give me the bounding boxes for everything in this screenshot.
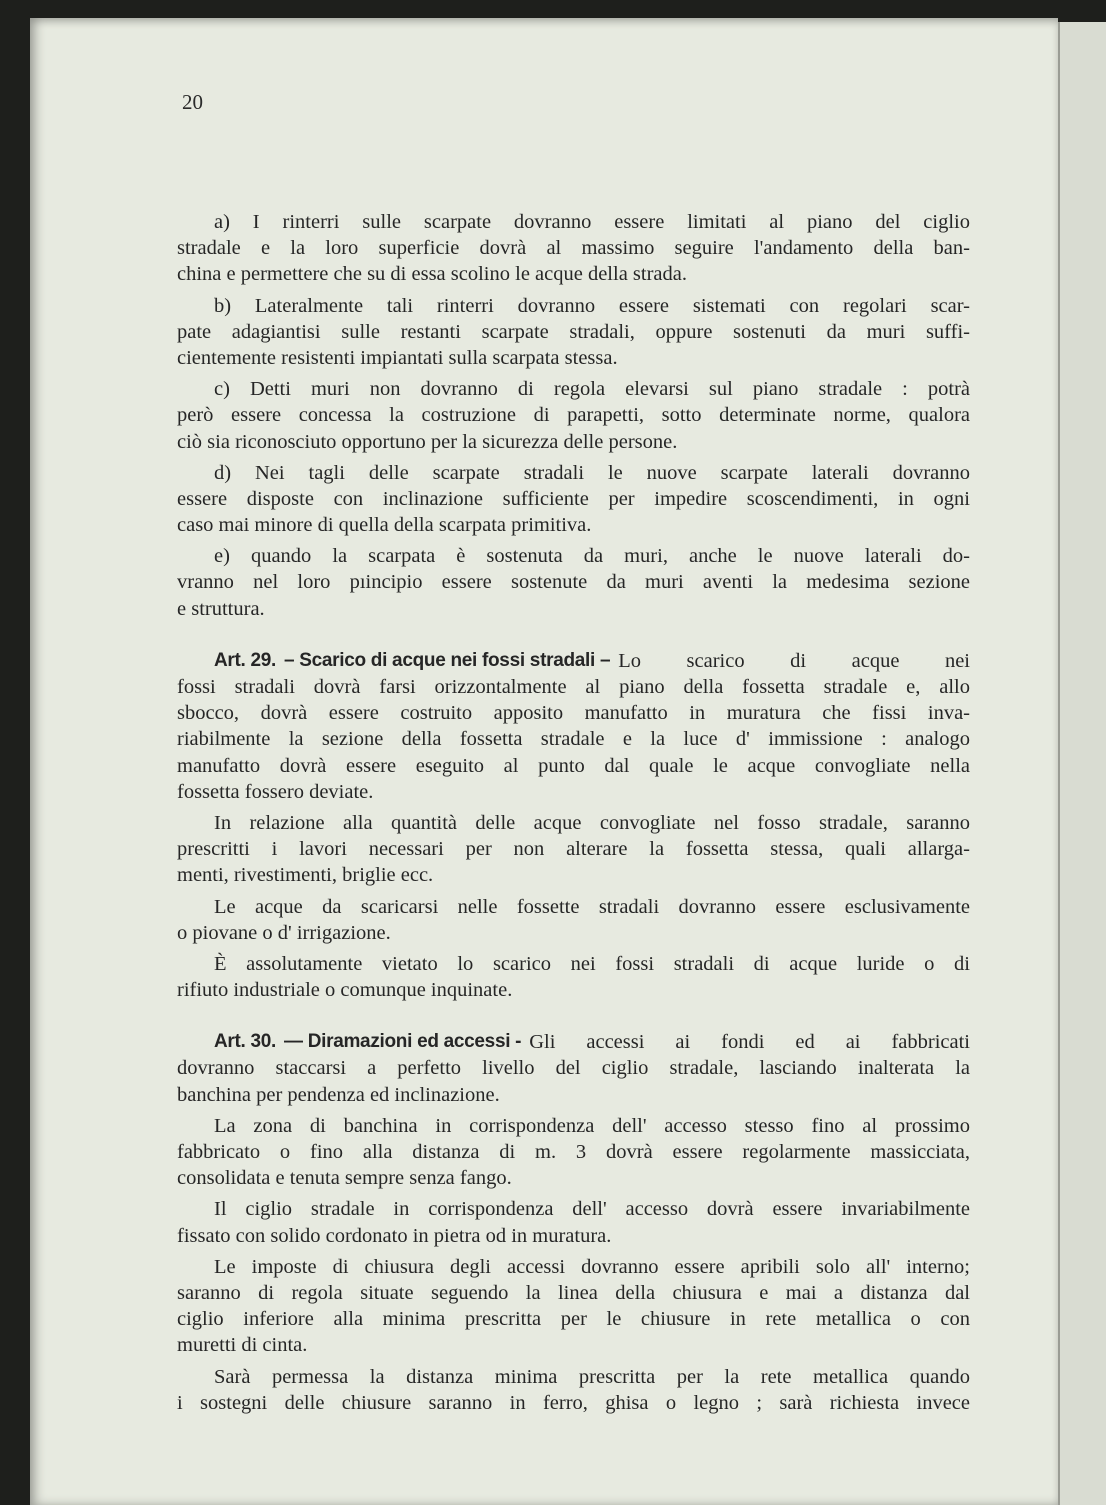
line-text: Gli accessi ai fondi ed ai fabbricati xyxy=(529,1031,970,1054)
line-text: manufatto dovrà essere eseguito al punto dal quale le acque convogliate nella xyxy=(177,754,970,777)
text-line xyxy=(177,209,970,235)
text-line xyxy=(177,460,970,486)
line-text: ciò sia riconosciuto opportuno per la sicurezza delle persone. xyxy=(177,430,678,453)
line-text: c) Detti muri non dovranno di regola elevarsi sul piano stradale : potrà xyxy=(214,378,970,401)
paragraph xyxy=(177,1254,970,1359)
line-text: sbocco, dovrà essere costruito apposito manufatto in muratura che fissi inva- xyxy=(177,702,970,725)
text-line xyxy=(177,235,970,261)
text-line xyxy=(177,700,970,726)
text-line xyxy=(177,261,970,287)
line-text: banchina per pendenza ed inclinazione. xyxy=(177,1083,500,1106)
text-line xyxy=(177,951,970,977)
line-text: consolidata e tenuta sempre senza fango. xyxy=(177,1167,512,1190)
text-line xyxy=(177,1390,970,1416)
adjacent-page-edge xyxy=(1058,22,1106,1505)
line-text: e) quando la scarpata è sostenuta da muri, anche le nuove laterali do- xyxy=(214,545,970,568)
line-text: fabbricato o fino alla distanza di m. 3 dovrà essere regolarmente massicciata, xyxy=(177,1141,970,1163)
text-line xyxy=(177,753,970,779)
page-number: 20 xyxy=(182,90,203,114)
line-text: essere disposte con inclinazione sufficiente per impedire scoscendimenti, in ogni xyxy=(177,487,970,510)
line-text: vranno nel loro pıincipio essere sostenute da muri aventi la medesima sezione xyxy=(177,571,970,594)
line-text: caso mai minore di quella della scarpata primitiva. xyxy=(177,514,592,537)
line-text: Le acque da scaricarsi nelle fossette stradali dovranno essere esclusivamente xyxy=(214,895,970,918)
article-number: Art. 30. xyxy=(214,1031,277,1053)
line-text: dovranno staccarsi a perfetto livello del ciglio stradale, lasciando inalterata la xyxy=(177,1057,970,1080)
text-line xyxy=(177,1165,970,1191)
article-title: – Scarico di acque nei fossi stradali – xyxy=(284,649,611,671)
line-text: cientemente resistenti impiantati sulla scarpata stessa. xyxy=(177,346,618,369)
text-line xyxy=(177,977,970,1003)
line-text: pate adagiantisi sulle restanti scarpate stradali, oppure sostenuti da muri suffi- xyxy=(177,320,970,343)
article-paragraph xyxy=(177,1029,970,1108)
paragraph xyxy=(177,1364,970,1416)
line-text: e struttura. xyxy=(177,597,265,620)
line-text: però essere concessa la costruzione di parapetti, sotto determinate norme, qualora xyxy=(177,404,970,427)
text-line xyxy=(177,1254,970,1280)
line-text: saranno di regola situate seguendo la linea della chiusura e mai a distanza dal xyxy=(177,1281,970,1304)
text-line xyxy=(177,1223,970,1249)
line-text: fissato con solido cordonato in pietra od in muratura. xyxy=(177,1224,612,1247)
paragraph xyxy=(177,293,970,372)
text-line xyxy=(177,1139,970,1165)
line-text: a) I rinterri sulle scarpate dovranno essere limitati al piano del ciglio xyxy=(214,211,970,233)
line-text: china e permettere che su di essa scolino le acque della strada. xyxy=(177,263,687,286)
text-line xyxy=(177,345,970,371)
line-text: Sarà permessa la distanza minima prescritta per la rete metallica quando xyxy=(214,1365,970,1388)
line-text: b) Lateralmente tali rinterri dovranno essere sistemati con regolari scar- xyxy=(214,294,970,317)
text-line xyxy=(177,1196,970,1222)
article-heading xyxy=(214,648,610,674)
line-text: riabilmente la sezione della fossetta stradale e la luce d' immissione : analogo xyxy=(177,728,970,751)
text-line xyxy=(177,836,970,862)
paragraph xyxy=(177,1113,970,1192)
paragraph xyxy=(177,894,970,946)
article-heading xyxy=(214,1029,521,1055)
text-line xyxy=(177,1113,970,1139)
line-text: È assolutamente vietato lo scarico nei fossi stradali di acque luride o di xyxy=(214,952,970,975)
text-line xyxy=(177,402,970,428)
paragraph xyxy=(177,460,970,539)
line-text: o piovane o d' irrigazione. xyxy=(177,921,391,944)
text-line xyxy=(177,1055,970,1081)
text-line xyxy=(177,920,970,946)
article-title: — Diramazioni ed accessi - xyxy=(284,1031,522,1053)
line-text: stradale e la loro superficie dovrà al massimo seguire l'andamento della ban- xyxy=(177,237,970,260)
article-number: Art. 29. xyxy=(214,649,277,671)
text-line xyxy=(177,596,970,622)
text-line xyxy=(177,429,970,455)
paragraph xyxy=(177,543,970,622)
line-text: d) Nei tagli delle scarpate stradali le nuove scarpate laterali dovranno xyxy=(214,461,970,484)
line-text: muretti di cinta. xyxy=(177,1334,308,1357)
line-text: i sostegni delle chiusure saranno in ferro, ghisa o legno ; sarà richiesta invece xyxy=(177,1391,970,1414)
line-text: Il ciglio stradale in corrispondenza dell' accesso dovrà essere invariabilmente xyxy=(214,1198,970,1221)
text-line xyxy=(177,486,970,512)
line-text: ciglio inferiore alla minima prescritta per le chiusure in rete metallica o con xyxy=(177,1308,970,1331)
line-text: menti, rivestimenti, briglie ecc. xyxy=(177,864,434,887)
paragraph xyxy=(177,810,970,889)
text-line xyxy=(177,543,970,569)
paragraph xyxy=(177,1196,970,1248)
text-line xyxy=(177,319,970,345)
text-line xyxy=(177,512,970,538)
text-line xyxy=(177,376,970,402)
text-line xyxy=(177,569,970,595)
text-line xyxy=(177,674,970,700)
line-text: Lo scarico di acque nei xyxy=(618,649,970,672)
text-line xyxy=(177,293,970,319)
paragraph xyxy=(177,376,970,455)
text-line xyxy=(177,1280,970,1306)
article-paragraph xyxy=(177,648,970,805)
document-page xyxy=(30,18,1058,1505)
text-line xyxy=(177,648,970,674)
line-text: fossetta fossero deviate. xyxy=(177,780,374,803)
body-text xyxy=(177,204,970,1416)
text-line xyxy=(177,1306,970,1332)
line-text: Le imposte di chiusura degli accessi dovranno essere apribili solo all' interno; xyxy=(214,1255,970,1278)
line-text: prescritti i lavori necessari per non alterare la fossetta stessa, quali allarga- xyxy=(177,838,970,861)
paragraph xyxy=(177,951,970,1003)
text-line xyxy=(177,1029,970,1055)
text-line xyxy=(177,1332,970,1358)
text-line xyxy=(177,1364,970,1390)
text-line xyxy=(177,779,970,805)
line-text: La zona di banchina in corrispondenza dell' accesso stesso fino al prossimo xyxy=(214,1114,970,1137)
text-line xyxy=(177,894,970,920)
paragraph xyxy=(177,209,970,288)
line-text: fossi stradali dovrà farsi orizzontalmente al piano della fossetta stradale e, allo xyxy=(177,676,970,698)
text-line xyxy=(177,726,970,752)
text-line xyxy=(177,810,970,836)
line-text: rifiuto industriale o comunque inquinate. xyxy=(177,979,513,1002)
line-text: In relazione alla quantità delle acque convogliate nel fosso stradale, saranno xyxy=(214,811,970,834)
text-line xyxy=(177,862,970,888)
text-line xyxy=(177,1082,970,1108)
